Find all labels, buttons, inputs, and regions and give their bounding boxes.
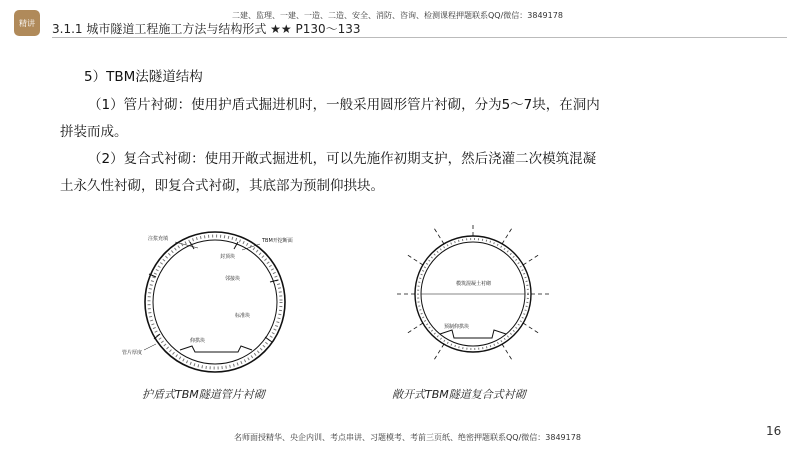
label-excavation: TBM开挖断面: [262, 238, 293, 244]
logo-text: 精讲: [19, 18, 35, 28]
section-heading: 5）TBM法隧道结构: [84, 69, 203, 85]
caption-composite-lining: 敞开式TBM隧道复合式衬砌: [392, 388, 526, 401]
label-thickness: 管片厚度: [122, 350, 143, 356]
page-title: 3.1.1 城市隧道工程施工方法与结构形式 ★★ P130～133: [52, 22, 361, 36]
label-invert: 预制仰拱块: [444, 324, 470, 330]
label-lining: 模筑混凝土衬砌: [456, 281, 492, 287]
logo: [14, 10, 40, 36]
figure-composite-lining: [378, 222, 568, 382]
label-invert-block: 仰拱块: [190, 338, 206, 344]
paragraph-segment-lining: （1）管片衬砌：使用护盾式掘进机时，一般采用圆形管片衬砌，分为5～7块，在洞内拼装而成。: [60, 97, 600, 140]
footer-notice: 名师面授精华、央企内训、考点串讲、习题模考、考前三页纸、绝密押题联系QQ/微信：3849178: [234, 433, 581, 442]
caption-segment-lining: 护盾式TBM隧道管片衬砌: [142, 388, 265, 401]
top-notice: 二建、监理、一建、一造、二造、安全、消防、咨询、检测课程押题联系QQ/微信：3849178: [232, 11, 563, 20]
label-key-block: 封顶块: [220, 254, 236, 260]
header-divider: [52, 37, 787, 38]
paragraph-composite-lining: （2）复合式衬砌：使用开敞式掘进机，可以先施作初期支护，然后浇灌二次模筑混凝土永久性衬砌，即复合式衬砌，其底部为预制仰拱块。: [60, 151, 597, 194]
page-number: 16: [766, 424, 782, 438]
composite-lining-diagram: [378, 222, 568, 382]
label-adjacent-block: 邻接块: [225, 276, 241, 282]
segment-lining-diagram: [120, 222, 310, 382]
figure-segment-lining: [120, 222, 310, 382]
label-support: 注浆充填: [148, 236, 169, 242]
label-standard-block: 标准块: [235, 313, 251, 319]
